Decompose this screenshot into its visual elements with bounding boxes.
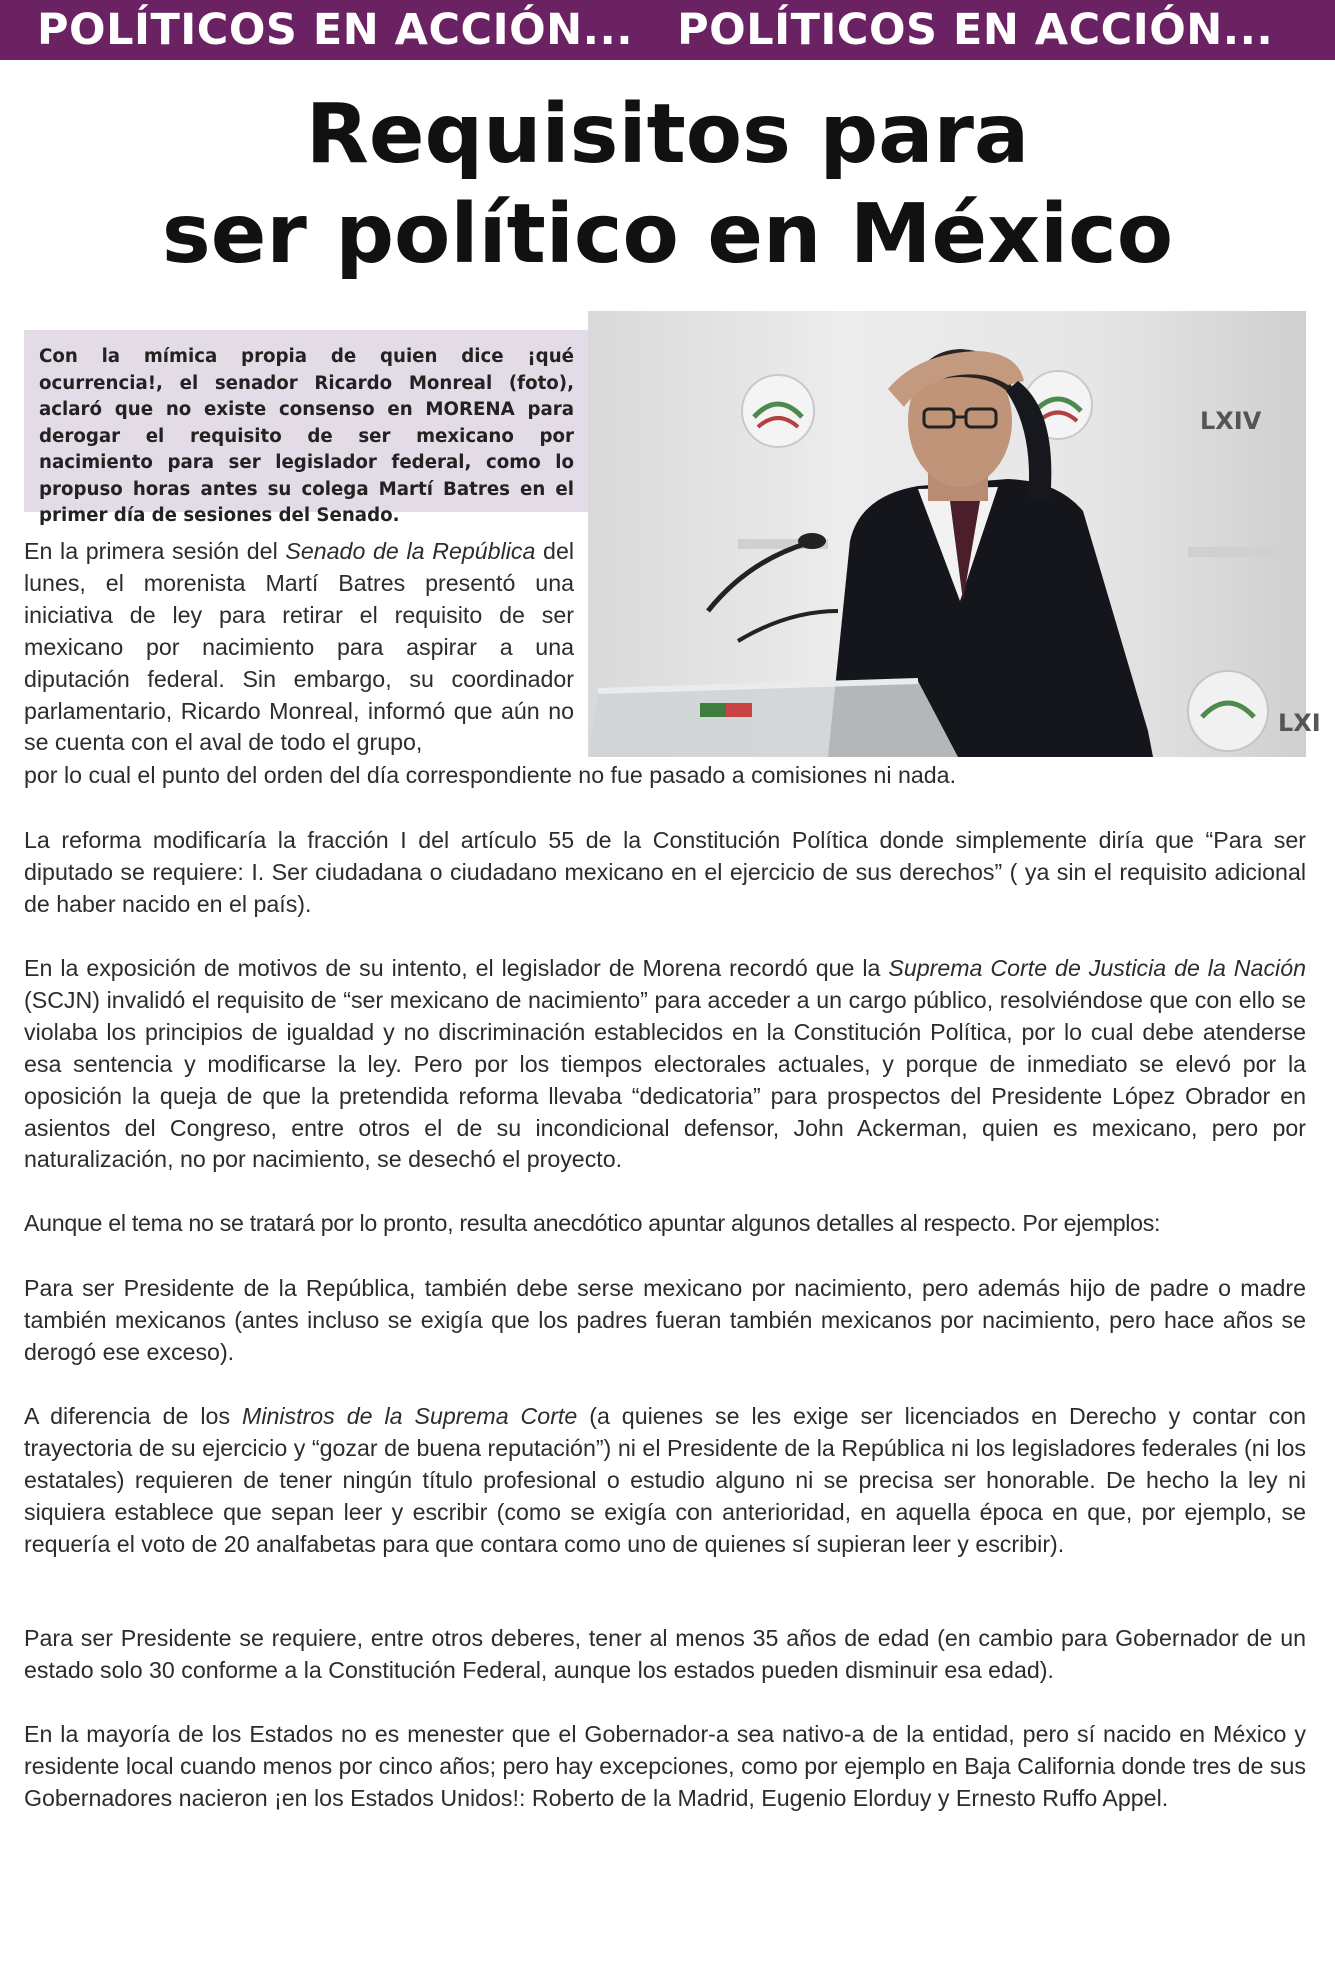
text-run: del lunes, el morenista Martí Batres presentó una iniciativa de ley para retirar el requisito de ser mexicano por nacimiento para aspirar a una diputación federal. Sin embargo, su coordinador parlamentario, Ricardo Monreal, informó que aún no se cuenta con el aval de todo el grupo, (24, 538, 575, 756)
article-paragraph-8: En la mayoría de los Estados no es menester que el Gobernador-a sea nativo-a de la entidad, pero sí nacido en México y residente local cuando menos por cinco años; pero hay excepciones, como por ejemplo en Baja California donde tres de sus Gobernadores nacieron ¡en los Estados Unidos!: Roberto de la Madrid, Eugenio Elorduy y Ernesto Ruffo Appel. (24, 1721, 1306, 1811)
senator-photo-illustration (588, 311, 1321, 757)
text-run: En la exposición de motivos de su intento, el legislador de Morena recordó que la (24, 955, 889, 981)
italic-run: Ministros de la Suprema Corte (242, 1403, 578, 1429)
italic-run: Senado de la República (285, 538, 536, 564)
article-paragraph-4: Aunque el tema no se tratará por lo pronto, resulta anecdótico apuntar algunos detalles al respecto. Por ejemplos: (24, 1210, 1161, 1236)
headline-line-2: ser político en México (161, 187, 1174, 282)
senator-photo (588, 311, 1321, 757)
backdrop-text: LXI (1278, 709, 1321, 737)
headline (0, 85, 1335, 285)
banner-text-2: POLÍTICOS EN ACCIÓN... (677, 5, 1274, 55)
photo-caption: Con la mímica propia de quien dice ¡qué ocurrencia!, el senador Ricardo Monreal (foto), aclaró que no existe consenso en MORENA para derogar el requisito de ser mexicano por nacimiento para ser legislador federal, como lo propuso horas antes su colega Martí Batres en el primer día de sesiones del Senado. (24, 330, 588, 512)
article-paragraph-1-tail: por lo cual el punto del orden del día correspondiente no fue pasado a comisiones ni nada. (24, 762, 957, 788)
article-paragraph-7: Para ser Presidente se requiere, entre otros deberes, tener al menos 35 años de edad (en cambio para Gobernador de un estado solo 30 conforme a la Constitución Federal, aunque los estados pueden disminuir esa edad). (24, 1625, 1306, 1683)
article-paragraph-1 (24, 536, 574, 759)
senate-logo-icon (742, 375, 814, 447)
article-paragraph-6 (24, 1401, 1306, 1561)
headline-line-1: Requisitos para (305, 87, 1030, 182)
italic-run: Suprema Corte de Justicia de la Nación (888, 955, 1306, 981)
section-banner (0, 0, 1335, 60)
banner-text-1: POLÍTICOS EN ACCIÓN... (37, 5, 634, 55)
senate-logo-icon (1188, 671, 1268, 751)
text-run: (a quienes se les exige ser licenciados en Derecho y contar con trayectoria de su ejercicio y “gozar de buena reputación”) ni el Presidente de la República ni los legisladores federales (ni los estatales) requieren de tener ningún título profesional o estudio alguno ni se precisa ser honorable. De hecho la ley ni siquiera establece que sepan leer y escribir (como se exigía con anterioridad, en aquella época en que, por ejemplo, se requería el voto de 20 analfabetas para que contara como uno de quienes sí supieran leer y escribir). (24, 1403, 1307, 1557)
backdrop-text: LXIV (1200, 407, 1262, 435)
article-paragraph-2: La reforma modificaría la fracción I del artículo 55 de la Constitución Política donde simplemente diría que “Para ser diputado se requiere: I. Ser ciudadana o ciudadano mexicano en el ejercicio de sus derechos” ( ya sin el requisito adicional de haber nacido en el país). (24, 827, 1306, 917)
article-paragraph-5: Para ser Presidente de la República, también debe serse mexicano por nacimiento, pero además hijo de padre o madre también mexicanos (antes incluso se exigía que los padres fueran también mexicanos por nacimiento, pero hace años se derogó ese exceso). (24, 1275, 1306, 1365)
text-run: (SCJN) invalidó el requisito de “ser mexicano de nacimiento” para acceder a un cargo público, resolviéndose que con ello se violaba los principios de igualdad y no discriminación establecidos en la Constitución Política, por lo cual debe atenderse esa sentencia y modificarse la ley. Pero por los tiempos electorales actuales, y porque de inmediato se elevó por la oposición la queja de que la pretendida reforma llevaba “dedicatoria” para prospectos del Presidente López Obrador en asientos del Congreso, entre otros el de su incondicional defensor, John Ackerman, quien es mexicano, pero por naturalización, no por nacimiento, se desechó el proyecto. (24, 986, 1306, 1173)
text-run: A diferencia de los (24, 1403, 243, 1429)
text-run: En la primera sesión del (24, 538, 286, 564)
article-paragraph-3 (24, 953, 1306, 1176)
